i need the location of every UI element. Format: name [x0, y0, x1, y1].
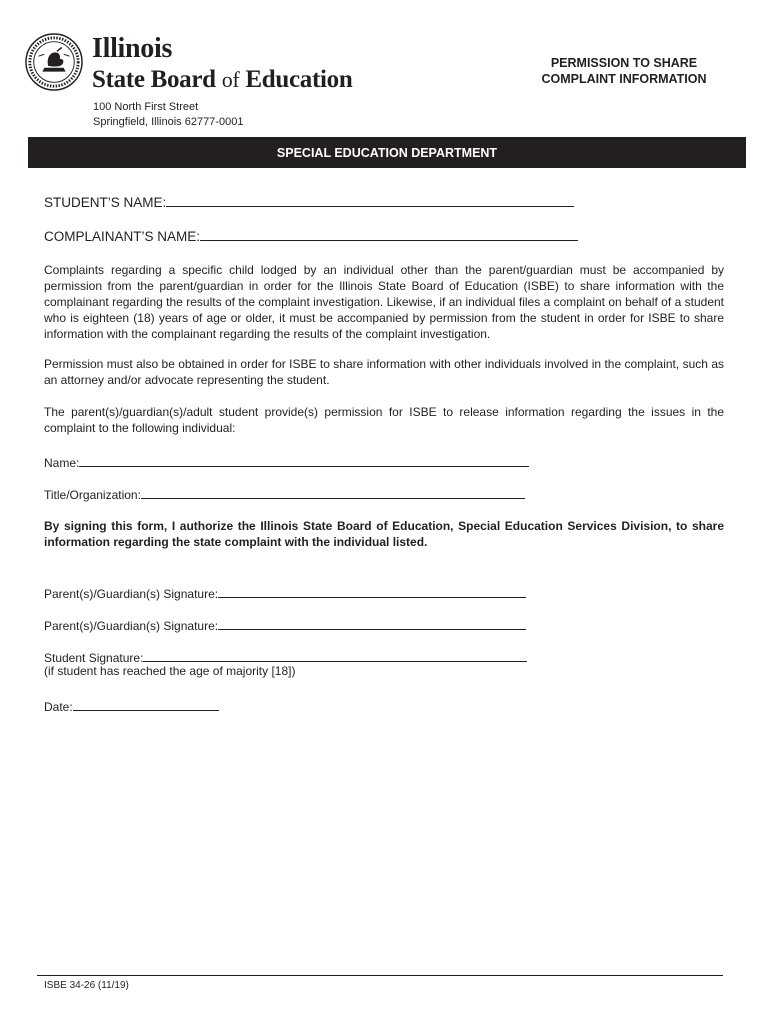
- address: [93, 100, 243, 130]
- date-label: Date:: [44, 700, 73, 714]
- title-organization-line[interactable]: [141, 486, 525, 499]
- complainant-name-field[interactable]: [44, 228, 578, 244]
- permission-paragraph: Permission must also be obtained in order for ISBE to share information with other individuals involved in the complaint, such as an attorney and/or advocate representing the student.: [44, 357, 724, 387]
- document-title-line2: COMPLAINT INFORMATION: [541, 72, 707, 86]
- authorization-statement: By signing this form, I authorize the Illinois State Board of Education, Special Education Services Division, to share information regarding the state complaint with the individual listed.: [44, 519, 724, 549]
- document-title-line1: PERMISSION TO SHARE: [550, 56, 698, 70]
- date-field[interactable]: [44, 698, 219, 714]
- parent-signature-2-line[interactable]: [218, 617, 526, 630]
- date-line[interactable]: [73, 698, 219, 711]
- release-paragraph: The parent(s)/guardian(s)/adult student provide(s) permission for ISBE to release information regarding the issues in the complaint to the following individual:: [44, 405, 724, 435]
- title-organization-field[interactable]: [44, 486, 525, 502]
- document-title: [514, 55, 734, 87]
- form-number: ISBE 34-26 (11/19): [44, 980, 129, 991]
- individual-name-field[interactable]: [44, 454, 529, 470]
- student-signature-label: Student Signature:: [44, 651, 144, 665]
- address-line1: 100 North First Street: [93, 101, 199, 113]
- complainant-name-label: COMPLAINANT’S NAME:: [44, 229, 201, 244]
- title-organization-label: Title/Organization:: [44, 488, 141, 502]
- address-line2: Springfield, Illinois 62777-0001: [93, 116, 244, 128]
- student-signature-line[interactable]: [143, 649, 527, 662]
- student-signature-note: (if student has reached the age of majority [18]): [44, 664, 296, 678]
- org-name-line1: Illinois: [92, 33, 173, 64]
- individual-name-label: Name:: [44, 456, 80, 470]
- complaint-policy-paragraph: Complaints regarding a specific child lodged by an individual other than the parent/guardian must be accompanied by permission from the parent/guardian in order for the Illinois State Board of Education (ISBE) to share information with the complainant regarding the results of the complaint investigation. Likewise, if an individual files a complaint on behalf of a student who is eighteen (18) years of age or older, it must be accompanied by permission from the student in order for ISBE to share information with the complainant regarding the results of the complaint investigation.: [44, 263, 724, 341]
- complainant-name-line[interactable]: [200, 228, 578, 241]
- student-name-label: STUDENT’S NAME:: [44, 195, 167, 210]
- student-name-line[interactable]: [166, 194, 574, 207]
- parent-signature-2-label: Parent(s)/Guardian(s) Signature:: [44, 619, 219, 633]
- parent-signature-1-line[interactable]: [218, 585, 526, 598]
- student-signature-field[interactable]: [44, 649, 527, 665]
- individual-name-line[interactable]: [79, 454, 529, 467]
- state-seal-logo: [25, 33, 83, 91]
- parent-signature-1-field[interactable]: [44, 585, 526, 601]
- org-name-line2: State Board of Education: [92, 66, 353, 93]
- parent-signature-1-label: Parent(s)/Guardian(s) Signature:: [44, 587, 219, 601]
- student-name-field[interactable]: [44, 194, 574, 210]
- footer-divider: [37, 975, 723, 976]
- department-banner: SPECIAL EDUCATION DEPARTMENT: [28, 137, 746, 168]
- parent-signature-2-field[interactable]: [44, 617, 526, 633]
